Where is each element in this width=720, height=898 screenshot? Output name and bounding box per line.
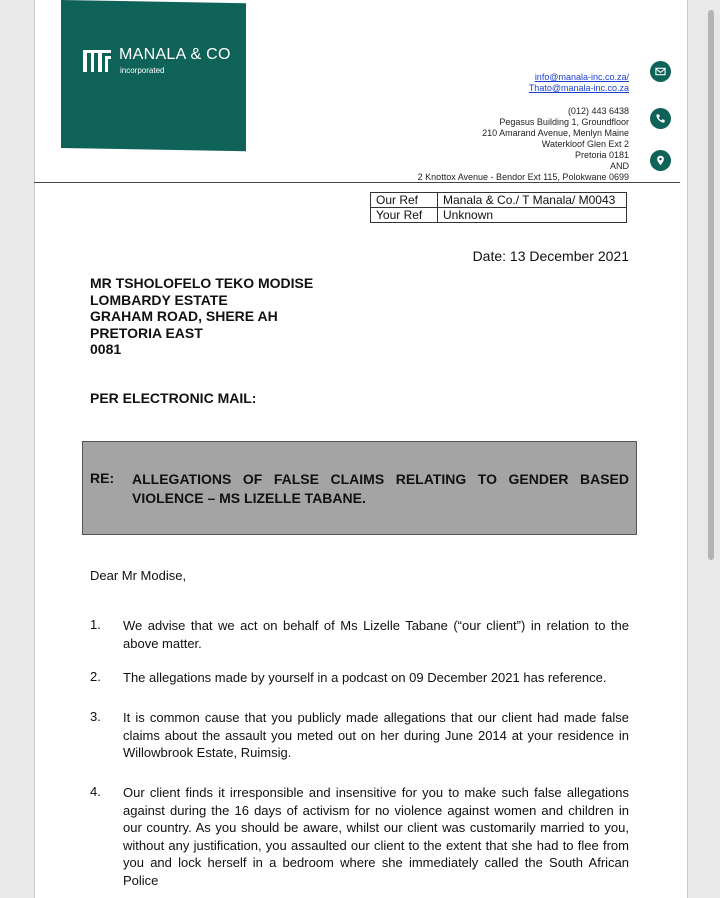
our-ref-value: Manala & Co./ T Manala/ M0043 — [438, 193, 627, 208]
paragraph-number: 4. — [90, 784, 101, 799]
scrollbar[interactable] — [708, 10, 714, 560]
contact-emails — [329, 72, 629, 94]
envelope-icon — [650, 61, 671, 82]
address-line: AND — [609, 161, 629, 171]
your-ref-label: Your Ref — [371, 208, 438, 223]
recipient-name: MR TSHOLOFELO TEKO MODISE — [90, 275, 314, 291]
contact-address — [329, 106, 629, 183]
paragraph-number: 2. — [90, 669, 101, 684]
address-line: Pretoria 0181 — [574, 150, 629, 160]
email-link-thato[interactable]: Thato@manala-inc.co.za — [528, 83, 629, 93]
recipient-line: PRETORIA EAST — [90, 324, 203, 341]
firm-logo-icon — [82, 46, 112, 76]
salutation: Dear Mr Modise, — [90, 568, 187, 583]
header-divider — [34, 182, 680, 183]
our-ref-label: Our Ref — [371, 193, 438, 208]
paragraph-text: The allegations made by yourself in a podcast on 09 December 2021 has reference. — [123, 670, 607, 685]
your-ref-value: Unknown — [438, 208, 627, 223]
paragraph-number: 3. — [90, 709, 101, 724]
recipient-line: GRAHAM ROAD, SHERE AH — [90, 308, 278, 324]
recipient-line: LOMBARDY ESTATE — [90, 291, 228, 308]
phone-icon — [650, 108, 671, 129]
firm-subtitle: incorporated — [120, 66, 165, 75]
reference-table — [370, 192, 627, 223]
paragraph-number: 1. — [90, 617, 101, 632]
delivery-method: PER ELECTRONIC MAIL: — [90, 390, 257, 406]
paragraph-text: It is common cause that you publicly made allegations that our client had made false claims about the assault you meted out on her during June 2014 at your residence in Willowbrook Estate, Ruimsig. — [123, 710, 629, 760]
address-line: 2 Knottox Avenue - Bendor Ext 115, Polokwane 0699 — [417, 172, 629, 182]
paragraph-text: Our client finds it irresponsible and insensitive for you to make such false allegations against during the 16 days of activism for no violence against women and children in our country. As you should be aware, whilst our client was customarily married to you, without any justification, you assaulted our client to the extent that she had to flee from you and lock herself in a bedroom where she immediately called the South African Police — [123, 785, 629, 888]
subject-label: RE: — [90, 470, 115, 486]
letter-date: Date: 13 December 2021 — [472, 248, 629, 264]
paragraph-text: We advise that we act on behalf of Ms Lizelle Tabane (“our client”) in relation to the above matter. — [123, 618, 629, 651]
address-line: Pegasus Building 1, Groundfloor — [499, 117, 629, 127]
recipient-address — [90, 275, 313, 358]
subject-text: ALLEGATIONS OF FALSE CLAIMS RELATING TO GENDER BASED VIOLENCE – MS LIZELLE TABANE. — [132, 471, 629, 506]
phone-number: (012) 443 6438 — [567, 106, 629, 116]
address-line: Waterkloof Glen Ext 2 — [541, 139, 629, 149]
email-link-info[interactable]: info@manala-inc.co.za/ — [534, 72, 629, 82]
address-line: 210 Amarand Avenue, Menlyn Maine — [482, 128, 629, 138]
location-pin-icon — [650, 150, 671, 171]
recipient-postcode: 0081 — [90, 341, 122, 357]
firm-name: MANALA & CO — [119, 46, 231, 63]
